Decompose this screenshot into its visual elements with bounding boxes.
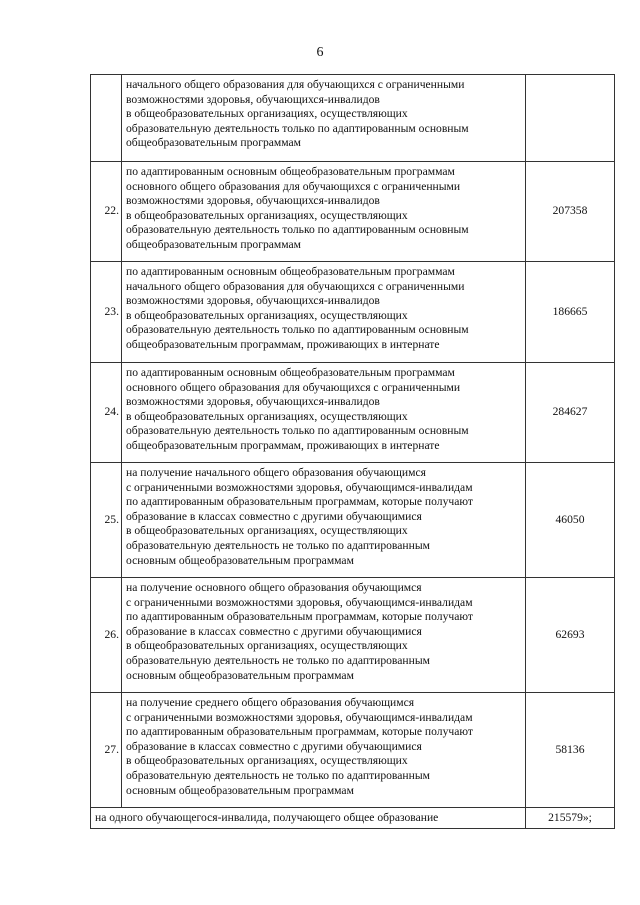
description-line: образовательную деятельность только по адаптированным основным (126, 223, 469, 237)
description-line: в общеобразовательных организациях, осуществляющих (126, 639, 408, 653)
total-label: на одного обучающегося-инвалида, получающего общее образование (91, 808, 526, 829)
description-line: в общеобразовательных организациях, осуществляющих (126, 208, 408, 222)
description-line: основным общеобразовательным программам (126, 668, 354, 682)
table-row (91, 75, 615, 162)
row-description (122, 693, 526, 808)
row-value: 46050 (526, 463, 615, 578)
row-number: 24. (91, 363, 122, 463)
description-line: с ограниченными возможностями здоровья, обучающимся-инвалидам (126, 480, 473, 494)
page-number: 6 (316, 45, 324, 60)
description-line: на получение среднего общего образования обучающимся (126, 696, 415, 709)
description-line: с ограниченными возможностями здоровья, обучающимся-инвалидам (126, 710, 473, 724)
description-line: возможностями здоровья, обучающихся-инвалидов (126, 92, 380, 106)
row-number (91, 75, 122, 162)
description-line: по адаптированным образовательным программам, которые получают (126, 725, 473, 739)
row-value: 207358 (526, 162, 615, 262)
description-line: по адаптированным образовательным программам, которые получают (126, 610, 473, 624)
description-line: в общеобразовательных организациях, осуществляющих (126, 754, 408, 768)
description-line: основным общеобразовательным программам (126, 783, 354, 797)
description-line: по адаптированным основным общеобразовательным программам (126, 165, 455, 178)
row-description (122, 262, 526, 363)
description-line: на получение основного общего образования обучающимся (126, 581, 422, 594)
description-line: начального общего образования для обучающихся с ограниченными (126, 78, 465, 91)
description-line: в общеобразовательных организациях, осуществляющих (126, 308, 408, 322)
row-description (122, 162, 526, 262)
description-line: возможностями здоровья, обучающихся-инвалидов (126, 194, 380, 208)
table-row (91, 578, 615, 693)
description-line: образование в классах совместно с другими обучающимися (126, 509, 422, 523)
total-value: 215579»; (526, 808, 615, 829)
row-value (526, 75, 615, 162)
table-body (91, 75, 615, 829)
table-row (91, 463, 615, 578)
table-row (91, 363, 615, 463)
description-line: образование в классах совместно с другими обучающимися (126, 739, 422, 753)
description-line: общеобразовательным программам (126, 136, 301, 150)
description-line: возможностями здоровья, обучающихся-инвалидов (126, 294, 380, 308)
row-number: 23. (91, 262, 122, 363)
description-line: в общеобразовательных организациях, осуществляющих (126, 524, 408, 538)
description-line: образование в классах совместно с другими обучающимися (126, 624, 422, 638)
description-line: образовательную деятельность не только по адаптированным (126, 653, 430, 667)
description-line: по адаптированным основным общеобразовательным программам (126, 366, 455, 379)
description-line: образовательную деятельность только по адаптированным основным (126, 424, 469, 438)
description-line: по адаптированным основным общеобразовательным программам (126, 265, 455, 278)
row-value: 62693 (526, 578, 615, 693)
row-number: 27. (91, 693, 122, 808)
description-line: основным общеобразовательным программам (126, 553, 354, 567)
description-line: основного общего образования для обучающихся с ограниченными (126, 179, 461, 193)
row-description (122, 75, 526, 162)
table-row (91, 693, 615, 808)
norms-table (90, 74, 615, 829)
description-line: образовательную деятельность только по адаптированным основным (126, 121, 469, 135)
description-line: с ограниченными возможностями здоровья, обучающимся-инвалидам (126, 595, 473, 609)
row-value: 186665 (526, 262, 615, 363)
description-line: образовательную деятельность не только по адаптированным (126, 538, 430, 552)
row-value: 284627 (526, 363, 615, 463)
description-line: в общеобразовательных организациях, осуществляющих (126, 409, 408, 423)
description-line: образовательную деятельность только по адаптированным основным (126, 323, 469, 337)
row-number: 22. (91, 162, 122, 262)
row-value: 58136 (526, 693, 615, 808)
description-line: в общеобразовательных организациях, осуществляющих (126, 107, 408, 121)
row-description (122, 463, 526, 578)
total-row (91, 808, 615, 829)
row-number: 26. (91, 578, 122, 693)
row-description (122, 363, 526, 463)
table-row (91, 262, 615, 363)
description-line: общеобразовательным программам, проживающих в интернате (126, 438, 440, 452)
row-number: 25. (91, 463, 122, 578)
description-line: общеобразовательным программам (126, 237, 301, 251)
row-description (122, 578, 526, 693)
description-line: общеобразовательным программам, проживающих в интернате (126, 337, 440, 351)
description-line: возможностями здоровья, обучающихся-инвалидов (126, 395, 380, 409)
description-line: основного общего образования для обучающихся с ограниченными (126, 380, 461, 394)
description-line: начального общего образования для обучающихся с ограниченными (126, 279, 465, 293)
table-row (91, 162, 615, 262)
description-line: образовательную деятельность не только по адаптированным (126, 768, 430, 782)
description-line: на получение начального общего образования обучающимся (126, 466, 426, 479)
description-line: по адаптированным образовательным программам, которые получают (126, 495, 473, 509)
